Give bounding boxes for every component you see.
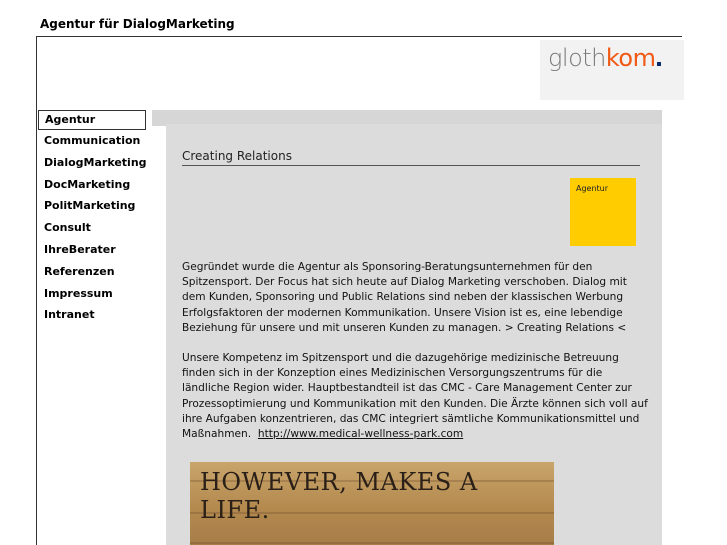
nav-item-referenzen[interactable]: Referenzen (44, 264, 115, 278)
site-title: Agentur für DialogMarketing (40, 17, 235, 31)
company-logo[interactable] (540, 40, 684, 100)
nav-item-intranet[interactable]: Intranet (44, 308, 95, 322)
section-badge: Agentur (570, 178, 636, 246)
sidebar-nav (38, 110, 146, 326)
nav-item-ihreberater[interactable]: IhreBerater (44, 242, 116, 256)
nav-item-impressum[interactable]: Impressum (44, 286, 113, 300)
nav-item-consult[interactable]: Consult (44, 221, 91, 235)
logo-part-2: kom (605, 44, 656, 72)
logo-dot (657, 62, 661, 66)
photo-caption: HOWEVER, MAKES A LIFE. (200, 468, 478, 524)
medical-wellness-link[interactable]: http://www.medical-wellness-park.com (257, 428, 464, 441)
logo-part-1: gloth (548, 44, 606, 72)
header-divider (36, 36, 682, 37)
page-heading: Creating Relations (182, 149, 292, 163)
nav-item-politmarketing[interactable]: PolitMarketing (44, 199, 136, 213)
content-panel (166, 124, 662, 545)
competence-text: Unsere Kompetenz im Spitzensport und die dazugehörige medizinische Betreuung finden sich in der Konzeption eines Medizinischen Versorgungszentrums für die ländliche Region wider. Hauptbestandteil ist das CMC - Care Management Center zur Prozessoptimierung und Kommunikation mit den Kunden. Die Ärzte können sich voll auf ihre Aufgaben konzentrieren, das CMC integriert sämtliche Kommunikationsmittel und Maßnahmen. (182, 352, 648, 441)
intro-paragraph: Gegründet wurde die Agentur als Sponsoring-Beratungsunternehmen für den Spitzensport. Der Focus hat sich heute auf Dialog Marketing verschoben. Dialog mit dem Kunden, Sponsoring und Public Relations sind neben der klassischen Werbung Erfolgsfaktoren der modernen Kommunikation. Unsere Vision ist es, eine lebendige Beziehung für unsere und mit unseren Kunden zu managen. > Creating Relations < (182, 261, 627, 334)
nav-item-docmarketing[interactable]: DocMarketing (44, 177, 131, 191)
stone-wall-photo (190, 462, 554, 545)
heading-divider (182, 165, 640, 166)
left-border (36, 36, 37, 545)
nav-item-communication[interactable]: Communication (44, 134, 141, 147)
competence-paragraph (182, 351, 652, 442)
nav-item-agentur[interactable]: Agentur (38, 110, 146, 130)
nav-item-dialogmarketing[interactable]: DialogMarketing (44, 155, 147, 169)
